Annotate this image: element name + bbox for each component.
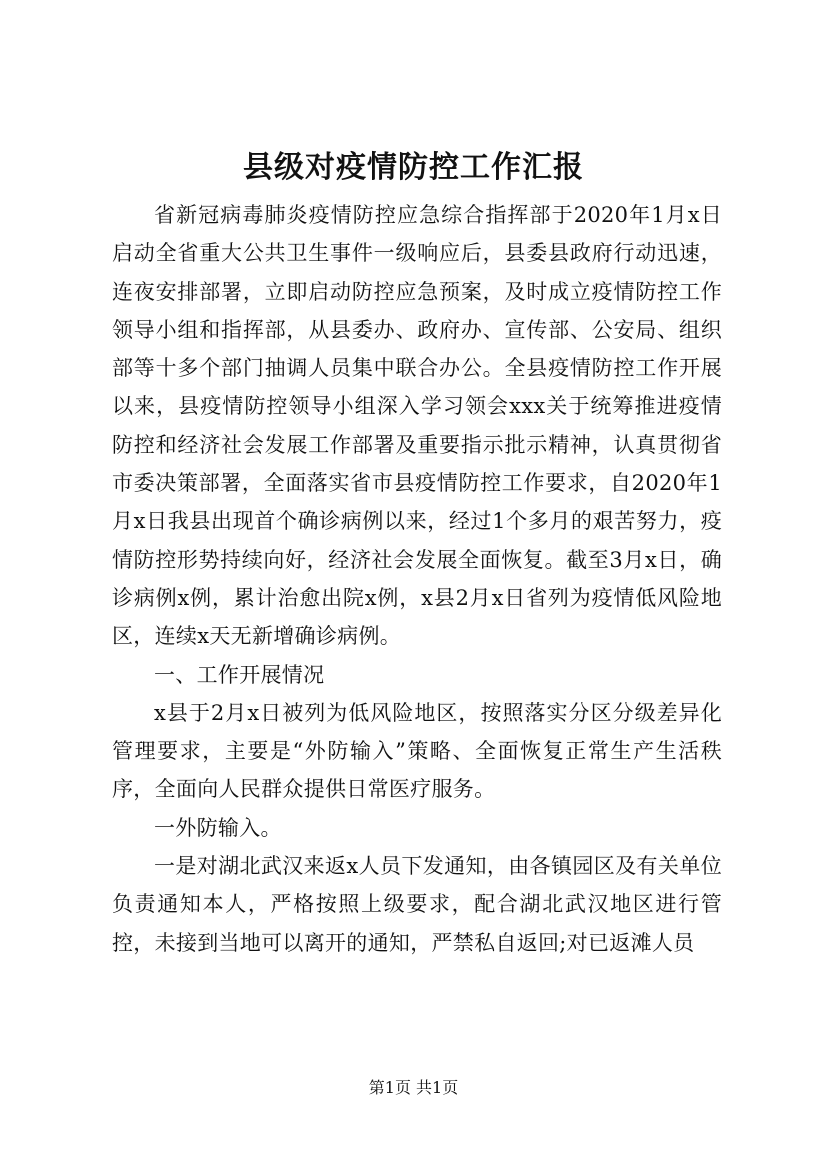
subsection-heading: 一外防输入。	[154, 815, 282, 840]
intro-paragraph: 省新冠病毒肺炎疫情防控应急综合指挥部于2020年1月x日启动全省重大公共卫生事件一级响应后，县委县政府行动迅速，连夜安排部署，立即启动防控应急预案，及时成立疫情防控工作领导小组和指挥部，从县委办、政府办、宣传部、公安局、组织部等十多个部门抽调人员集中联合办公。全县疫情防控工作开展以来，县疫情防控领导小组深入学习领会xxx关于统筹推进疫情防控和经济社会发展工作部署及重要指示批示精神，认真贯彻省市委决策部署，全面落实省市县疫情防控工作要求，自2020年1月x日我县出现首个确诊病例以来，经过1个多月的艰苦努力，疫情防控形势持续向好，经济社会发展全面恢复。截至3月x日，确诊病例x例，累计治愈出院x例，x县2月x日省列为疫情低风险地区，连续x天无新增确诊病例。	[112, 203, 722, 649]
page-footer: 第1页 共1页	[368, 1078, 459, 1097]
document-body	[112, 196, 722, 962]
document-title: 县级对疫情防控工作汇报	[243, 150, 584, 185]
body-paragraph: x县于2月x日被列为低风险地区，按照落实分区分级差异化管理要求，主要是“外防输入”策略、全面恢复正常生产生活秩序，全面向人民群众提供日常医疗服务。	[112, 700, 722, 802]
section-heading: 一、工作开展情况	[154, 662, 325, 687]
body-paragraph: 一是对湖北武汉来返x人员下发通知，由各镇园区及有关单位负责通知本人，严格按照上级要求，配合湖北武汉地区进行管控，未接到当地可以离开的通知，严禁私自返回;对已返滩人员	[112, 854, 722, 955]
